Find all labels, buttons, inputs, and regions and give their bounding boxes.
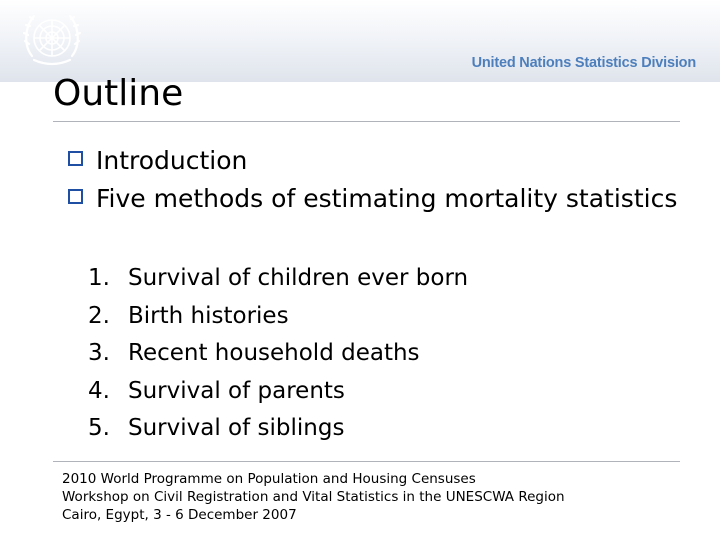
bullet-text: Five methods of estimating mortality statistics	[96, 184, 678, 213]
footer-divider	[53, 461, 680, 462]
list-item-label: Recent household deaths	[128, 340, 420, 366]
square-bullet-icon	[68, 151, 83, 166]
footer-line: 2010 World Programme on Population and Housing Censuses	[62, 471, 476, 487]
un-emblem-icon	[18, 4, 86, 72]
list-item-label: Birth histories	[128, 302, 289, 329]
list-item	[88, 373, 468, 411]
list-item-label: Survival of parents	[128, 377, 345, 404]
page-title: Outline	[53, 73, 184, 114]
list-item	[88, 298, 468, 336]
organization-name: United Nations Statistics Division	[471, 55, 696, 71]
list-number: 2.	[88, 302, 110, 329]
list-number: 4.	[88, 377, 110, 404]
list-item	[88, 410, 468, 448]
list-number: 1.	[88, 265, 110, 291]
bullet-text: Introduction	[96, 146, 248, 175]
bullet-item	[68, 180, 688, 218]
list-number: 3.	[88, 340, 110, 366]
footer-line: Workshop on Civil Registration and Vital Statistics in the UNESCWA Region	[62, 489, 565, 505]
footer-line: Cairo, Egypt, 3 - 6 December 2007	[62, 507, 297, 523]
list-item	[88, 260, 468, 298]
title-divider	[53, 121, 680, 122]
square-bullet-icon	[68, 189, 83, 204]
list-number: 5.	[88, 415, 110, 441]
methods-list	[88, 260, 468, 448]
list-item-label: Survival of children ever born	[128, 265, 469, 291]
outline-bullets	[68, 142, 688, 218]
list-item	[88, 335, 468, 373]
list-item-label: Survival of siblings	[128, 415, 345, 441]
bullet-item	[68, 142, 688, 180]
footer	[62, 470, 565, 524]
